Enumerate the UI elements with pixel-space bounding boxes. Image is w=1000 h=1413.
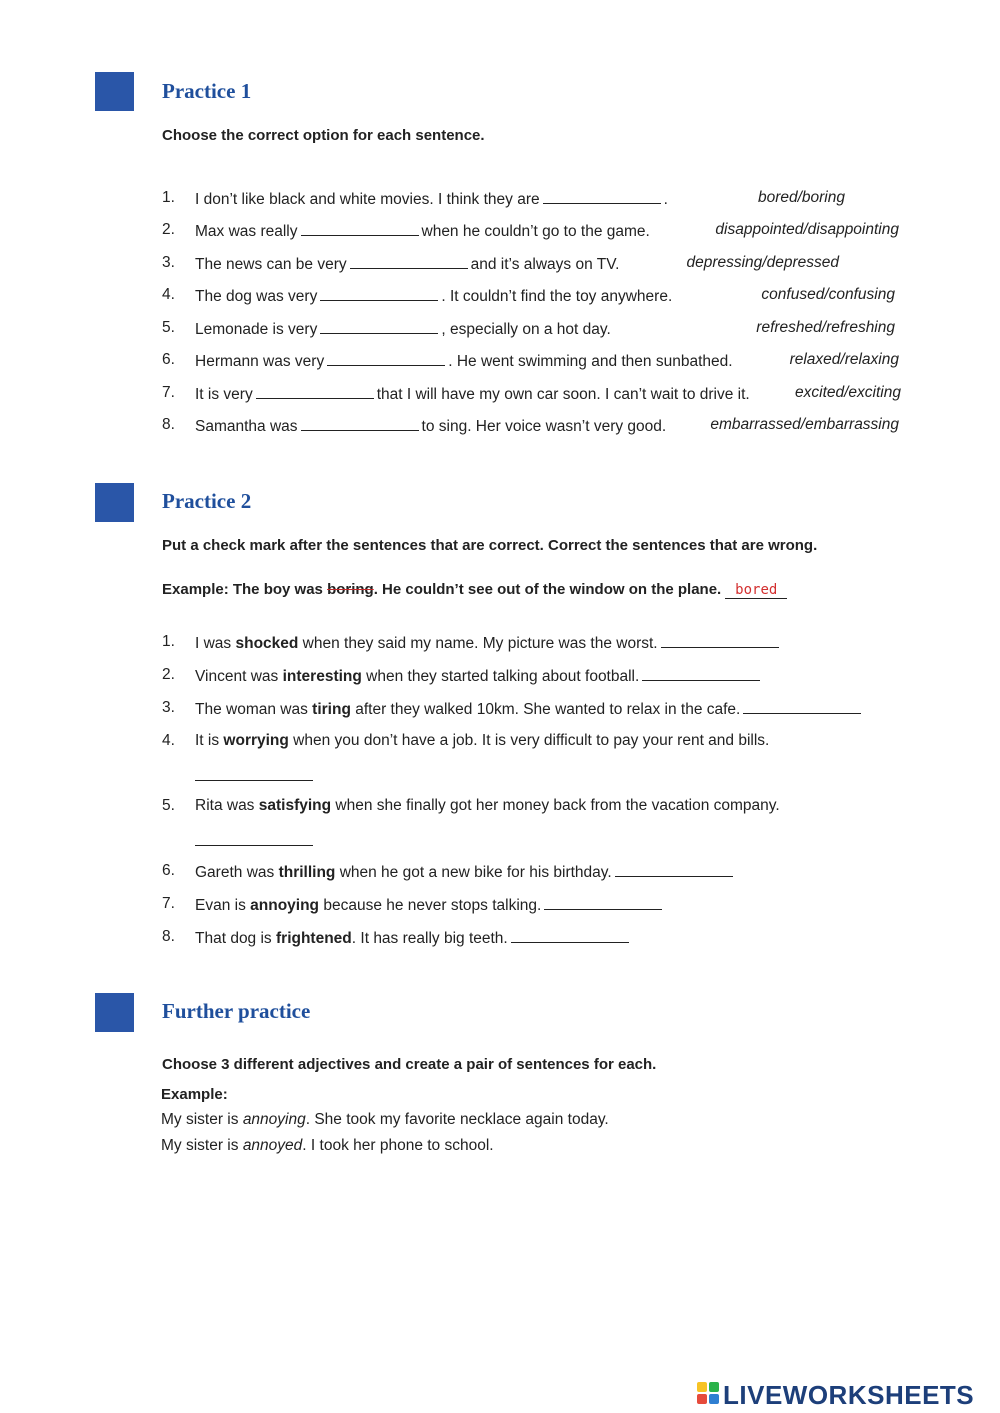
list-item: 7. Evan is annoying because he never stops talking.: [162, 895, 907, 917]
list-item: 6. Gareth was thrilling when he got a new bike for his birthday.: [162, 862, 907, 884]
logo-icon: [697, 1382, 721, 1406]
liveworksheets-logo: [697, 1380, 974, 1408]
answer-blank[interactable]: [320, 286, 438, 301]
list-item: 1. I was shocked when they said my name. My picture was the worst.: [162, 633, 907, 655]
section-marker: [95, 72, 134, 111]
practice1-title: Practice 1: [162, 79, 252, 103]
further-instruction: Choose 3 different adjectives and create a pair of sentences for each.: [162, 1056, 657, 1073]
list-item: 8. Samantha was to sing. Her voice wasn’t very good. embarrassed/embarrassing: [162, 416, 899, 435]
answer-blank[interactable]: [642, 666, 760, 681]
practice2-instruction: Put a check mark after the sentences that are correct. Correct the sentences that are wrong.: [162, 537, 818, 554]
answer-blank[interactable]: [256, 384, 374, 399]
answer-blank[interactable]: [301, 416, 419, 431]
options-label: confused/confusing: [761, 286, 895, 303]
example-sentence-2: My sister is annoyed. I took her phone to school.: [161, 1137, 494, 1154]
options-label: refreshed/refreshing: [756, 319, 895, 336]
answer-blank[interactable]: [350, 254, 468, 269]
section-marker: [95, 483, 134, 522]
list-item: 3. The woman was tiring after they walked 10km. She wanted to relax in the cafe.: [162, 699, 907, 721]
list-item: 4. The dog was very . It couldn’t find the toy anywhere. confused/confusing: [162, 286, 895, 305]
options-label: excited/exciting: [795, 384, 901, 401]
practice2-example: Example: The boy was boring. He couldn’t see out of the window on the plane. bored: [162, 581, 787, 599]
list-item: 7. It is very that I will have my own car soon. I can’t wait to drive it. excited/exciting: [162, 384, 901, 403]
answer-blank[interactable]: [327, 351, 445, 366]
list-item: 5. Lemonade is very , especially on a hot day. refreshed/refreshing: [162, 319, 895, 338]
answer-blank[interactable]: [195, 780, 313, 781]
answer-blank[interactable]: [615, 862, 733, 877]
options-label: bored/boring: [757, 189, 845, 206]
further-example-label: Example:: [161, 1086, 228, 1103]
list-item: 5. Rita was satisfying when she finally got her money back from the vacation company.: [162, 797, 780, 814]
example-sentence-1: My sister is annoying. She took my favorite necklace again today.: [161, 1111, 609, 1128]
options-label: embarrassed/embarrassing: [710, 416, 899, 433]
answer-blank[interactable]: [543, 189, 661, 204]
answer-blank[interactable]: [301, 221, 419, 236]
section-marker: [95, 993, 134, 1032]
answer-blank[interactable]: [743, 699, 861, 714]
answer-blank[interactable]: [661, 633, 779, 648]
options-label: depressing/depressed: [686, 254, 839, 271]
list-item: 3. The news can be very and it’s always on TV. depressing/depressed: [162, 254, 839, 273]
answer-blank[interactable]: [195, 845, 313, 846]
list-item: 2. Max was really when he couldn’t go to the game. disappointed/disappointing: [162, 221, 899, 240]
list-item: 4. It is worrying when you don’t have a job. It is very difficult to pay your rent and bills.: [162, 732, 770, 749]
options-label: disappointed/disappointing: [715, 221, 899, 238]
options-label: relaxed/relaxing: [789, 351, 899, 368]
example-answer: bored: [725, 582, 787, 599]
logo-text: LIVEWORKSHEETS: [723, 1380, 975, 1410]
list-item: 6. Hermann was very . He went swimming and then sunbathed. relaxed/relaxing: [162, 351, 899, 370]
answer-blank[interactable]: [544, 895, 662, 910]
answer-blank[interactable]: [320, 319, 438, 334]
answer-blank[interactable]: [511, 928, 629, 943]
list-item: 1. I don’t like black and white movies. I think they are . bored/boring: [162, 189, 845, 208]
practice1-instruction: Choose the correct option for each sentence.: [162, 127, 485, 144]
practice2-title: Practice 2: [162, 489, 252, 513]
wrong-word: boring: [327, 581, 374, 598]
further-title: Further practice: [162, 999, 311, 1023]
list-item: 2. Vincent was interesting when they started talking about football.: [162, 666, 907, 688]
list-item: 8. That dog is frightened. It has really big teeth.: [162, 928, 907, 950]
